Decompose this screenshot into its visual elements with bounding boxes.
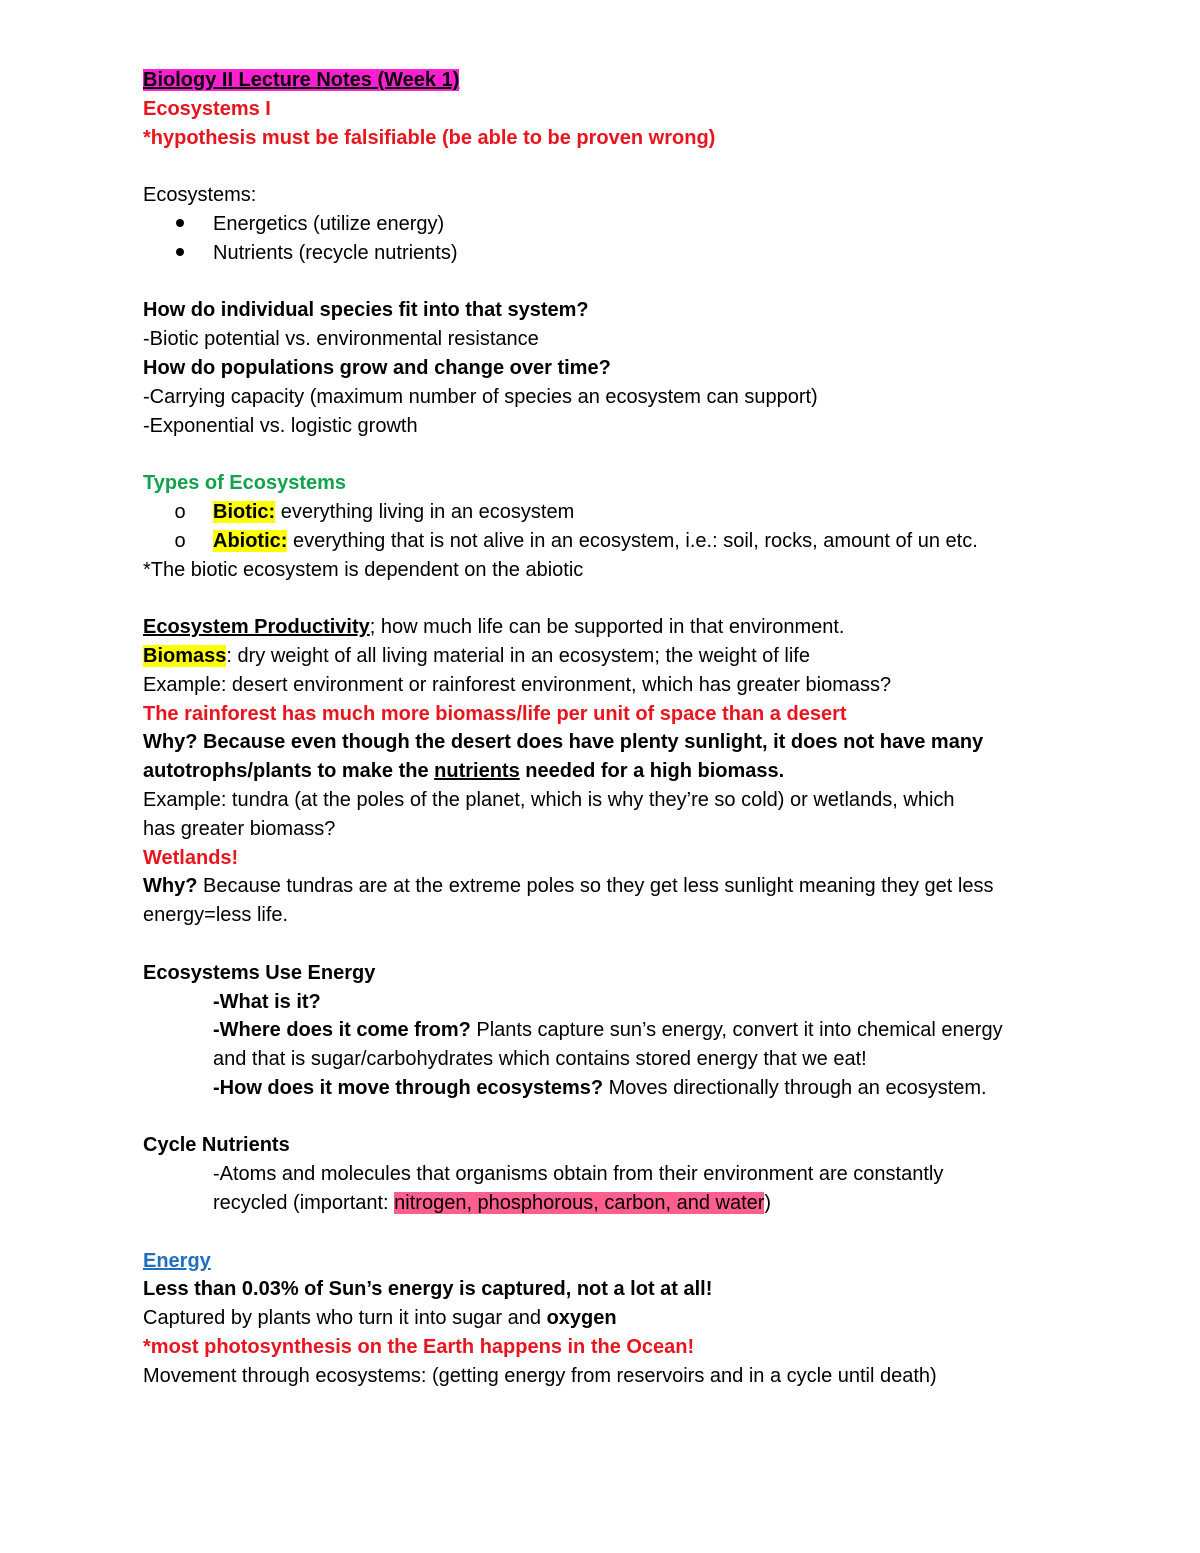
- biotic-note: *The biotic ecosystem is dependent on the abiotic: [143, 558, 584, 581]
- nutrient-list: nitrogen, phosphorous, carbon, and water: [394, 1192, 765, 1215]
- how-label: -How does it move through ecosystems?: [213, 1076, 604, 1099]
- oxygen-term: oxygen: [546, 1307, 617, 1330]
- ecosystems-label: Ecosystems:: [143, 184, 257, 207]
- productivity-line: [143, 613, 1103, 642]
- page-title: Biology II Lecture Notes (Week 1): [143, 69, 460, 91]
- spacer: [143, 584, 1103, 613]
- spacer: [143, 440, 1103, 469]
- cycle-heading: Cycle Nutrients: [143, 1134, 290, 1157]
- abiotic-desc: everything that is not alive in an ecosystem, i.e.: soil, rocks, amount of un etc.: [287, 529, 978, 552]
- energy-question-where: [143, 1016, 1103, 1045]
- why-tundra-text: Because tundras are at the extreme poles so they get less sunlight meaning they get less: [197, 875, 994, 898]
- bullet-icon: [170, 239, 190, 268]
- biotic-term: Biotic:: [213, 500, 276, 523]
- example-tundra-line2: has greater biomass?: [143, 817, 336, 840]
- title-line: [143, 66, 1103, 95]
- nutrients-term: nutrients: [434, 760, 520, 783]
- why-desert-line1: Why? Because even though the desert does have plenty sunlight, it does not have many: [143, 731, 984, 754]
- why-label: Why?: [143, 875, 198, 898]
- energy-question-what: -What is it?: [213, 990, 321, 1013]
- energy-question-how: [143, 1074, 1103, 1103]
- productivity-def: ; how much life can be supported in that environment.: [369, 616, 845, 639]
- list-item: [143, 239, 1103, 268]
- productivity-term: Ecosystem Productivity: [143, 616, 370, 639]
- answer-wetlands: Wetlands!: [143, 846, 239, 869]
- plants-capture-line: [143, 1304, 1103, 1333]
- spacer: [143, 1218, 1103, 1247]
- list-item: [143, 527, 1103, 556]
- how-answer: Moves directionally through an ecosystem.: [603, 1076, 987, 1099]
- populations-question: How do populations grow and change over time?: [143, 356, 611, 379]
- list-item: [143, 210, 1103, 239]
- cycle-post: ): [764, 1192, 772, 1215]
- spacer: [143, 1103, 1103, 1132]
- cycle-pre: recycled (important:: [213, 1192, 395, 1215]
- example-tundra-line1: Example: tundra (at the poles of the planet, which is why they’re so cold) or wetlands, which: [143, 788, 955, 811]
- why-desert-line2: [143, 757, 1103, 786]
- energy-captured-line: Less than 0.03% of Sun’s energy is captured, not a lot at all!: [143, 1278, 713, 1301]
- energy-heading: Energy: [143, 1249, 211, 1272]
- photosynthesis-note: *most photosynthesis on the Earth happens in the Ocean!: [143, 1336, 695, 1359]
- why-desert-pre: autotrophs/plants to make the: [143, 760, 435, 783]
- spacer: [143, 268, 1103, 297]
- list-item-text: Nutrients (recycle nutrients): [213, 241, 458, 264]
- movement-line: Movement through ecosystems: (getting energy from reservoirs and in a cycle until death): [143, 1364, 937, 1387]
- cycle-line1: -Atoms and molecules that organisms obtain from their environment are constantly: [213, 1163, 944, 1186]
- why-tundra-line1: [143, 872, 1103, 901]
- spacer: [143, 152, 1103, 181]
- plants-capture-text: Captured by plants who turn it into sugar and: [143, 1307, 547, 1330]
- species-question: How do individual species fit into that system?: [143, 299, 589, 322]
- where-label: -Where does it come from?: [213, 1019, 471, 1042]
- biotic-desc: everything living in an ecosystem: [275, 500, 575, 523]
- carrying-capacity-line: -Carrying capacity (maximum number of species an ecosystem can support): [143, 385, 818, 408]
- abiotic-term: Abiotic:: [213, 529, 288, 552]
- list-item-text: Energetics (utilize energy): [213, 212, 445, 235]
- where-answer: Plants capture sun’s energy, convert it into chemical energy: [470, 1019, 1003, 1042]
- example-desert: Example: desert environment or rainforest environment, which has greater biomass?: [143, 673, 892, 696]
- list-item: [143, 498, 1103, 527]
- types-heading: Types of Ecosystems: [143, 472, 347, 495]
- bullet-icon: [170, 210, 190, 239]
- growth-line: -Exponential vs. logistic growth: [143, 414, 418, 437]
- species-answer: -Biotic potential vs. environmental resistance: [143, 328, 539, 351]
- why-tundra-line2: energy=less life.: [143, 904, 289, 927]
- energy-answer-sugar: and that is sugar/carbohydrates which contains stored energy that we eat!: [213, 1048, 867, 1071]
- biomass-def: : dry weight of all living material in an ecosystem; the weight of life: [226, 644, 810, 667]
- biomass-term: Biomass: [143, 644, 227, 667]
- energy-use-heading: Ecosystems Use Energy: [143, 961, 376, 984]
- spacer: [143, 930, 1103, 959]
- lecture-notes-page: [143, 66, 1103, 1391]
- hypothesis-note: *hypothesis must be falsifiable (be able to be proven wrong): [143, 126, 716, 149]
- why-desert-post: needed for a high biomass.: [519, 760, 785, 783]
- circle-bullet-icon: o: [174, 529, 186, 552]
- answer-rainforest: The rainforest has much more biomass/life per unit of space than a desert: [143, 702, 847, 725]
- cycle-line2: [143, 1189, 1103, 1218]
- circle-bullet-icon: o: [174, 500, 186, 523]
- biomass-line: [143, 642, 1103, 671]
- section-subtitle: Ecosystems I: [143, 97, 271, 120]
